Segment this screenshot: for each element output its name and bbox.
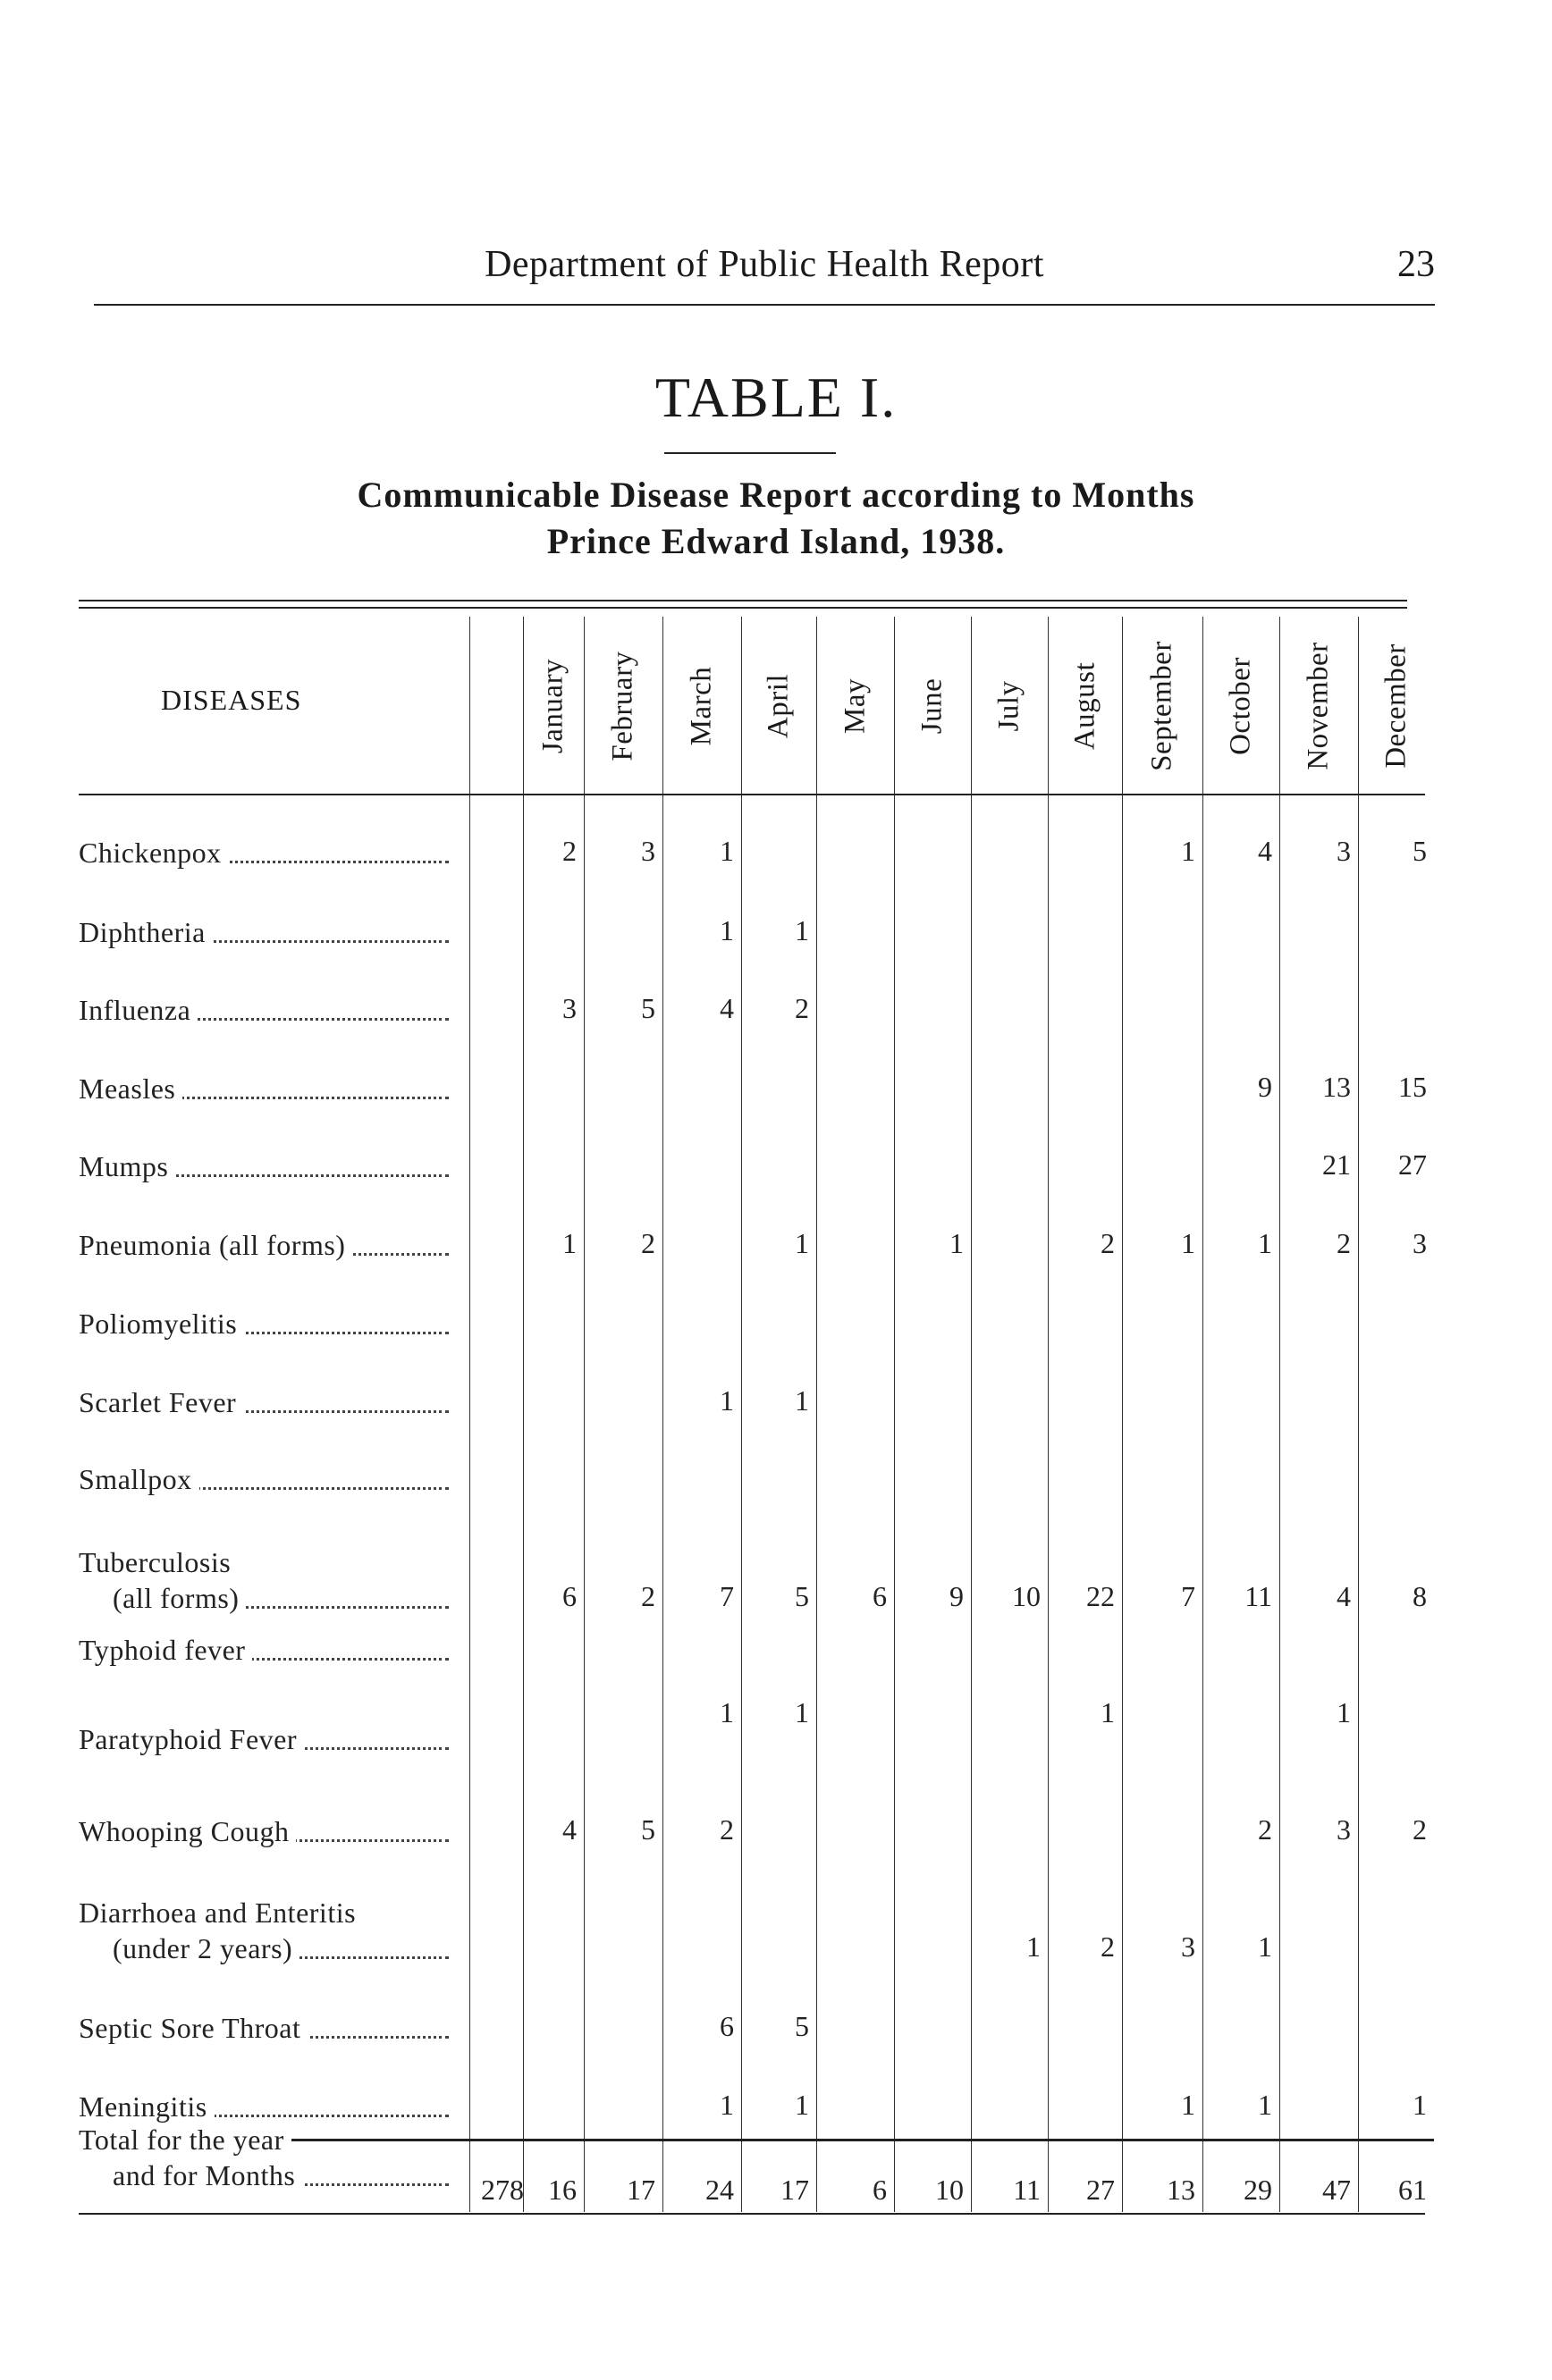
month-label: April (762, 673, 795, 739)
row-poliomyelitis-label (79, 1306, 454, 1341)
cell-august: 2 (1101, 1227, 1115, 1259)
column-divider (469, 617, 470, 2212)
row-total-label (79, 2122, 454, 2193)
month-label: May (839, 678, 871, 734)
month-header-july (971, 626, 1048, 786)
row-measles-label (79, 1071, 454, 1106)
month-label: March (685, 666, 718, 746)
row-label-text: Total for the year (79, 2123, 291, 2156)
table-top-rule-inner (79, 607, 1407, 609)
cell-april: 5 (795, 1580, 809, 1612)
row-label-text: Mumps (79, 1150, 175, 1182)
cell-november: 21 (1322, 1148, 1351, 1181)
cell-october: 1 (1258, 1930, 1272, 1963)
cell-april: 5 (795, 2010, 809, 2042)
row-label-text: Paratyphoid Fever (79, 1723, 304, 1755)
cell-january: 1 (562, 1227, 577, 1259)
cell-march: 2 (720, 1813, 734, 1846)
column-divider (971, 617, 972, 2212)
cell-year-total: 278 (481, 2174, 524, 2206)
table-subtitle-location: Prince Edward Island, 1938. (546, 521, 1006, 561)
cell-october: 4 (1258, 835, 1272, 867)
cell-october: 11 (1244, 1580, 1272, 1612)
cell-january: 2 (562, 835, 577, 867)
cell-august: 22 (1086, 1580, 1115, 1612)
cell-april: 1 (795, 2089, 809, 2121)
cell-january: 6 (562, 1580, 577, 1612)
cell-december: 3 (1413, 1227, 1427, 1259)
row-mumps-label (79, 1148, 454, 1184)
row-scarlet-fever-label (79, 1384, 454, 1420)
page-number: 23 (1397, 244, 1435, 285)
row-septic-sore-throat-label (79, 2010, 454, 2046)
month-label: June (915, 677, 949, 735)
cell-july: 10 (1012, 1580, 1041, 1612)
column-divider (816, 617, 817, 2212)
cell-may: 6 (873, 1580, 887, 1612)
cell-february: 2 (641, 1227, 655, 1259)
cell-january: 16 (548, 2174, 577, 2206)
diseases-column-header: DISEASES (161, 684, 302, 716)
cell-september: 13 (1167, 2174, 1195, 2206)
month-header-april (740, 626, 817, 786)
cell-march: 7 (720, 1580, 734, 1612)
cell-march: 24 (705, 2174, 734, 2206)
cell-november: 3 (1337, 835, 1351, 867)
cell-november: 13 (1322, 1071, 1351, 1103)
month-label: July (992, 680, 1025, 732)
cell-june: 10 (935, 2174, 964, 2206)
column-divider (1202, 617, 1203, 2212)
header-divider (94, 304, 1435, 306)
month-label: August (1068, 661, 1101, 751)
row-influenza-label (79, 992, 454, 1028)
cell-september: 1 (1181, 2089, 1195, 2121)
cell-december: 27 (1398, 1148, 1427, 1181)
running-title: Department of Public Health Report (485, 244, 1044, 285)
cell-october: 9 (1258, 1071, 1272, 1103)
row-typhoid-fever-paratyphoid-fever-label (79, 1632, 454, 1757)
row-label-text: Septic Sore Throat (79, 2012, 308, 2044)
month-label: September (1145, 641, 1178, 771)
cell-august: 1 (1101, 1696, 1115, 1728)
cell-october: 29 (1244, 2174, 1272, 2206)
cell-december: 5 (1413, 835, 1427, 867)
row-label-text: Influenza (79, 994, 198, 1026)
cell-december: 8 (1413, 1580, 1427, 1612)
month-header-june (894, 626, 971, 786)
cell-february: 2 (641, 1580, 655, 1612)
cell-april: 1 (795, 1696, 809, 1728)
month-header-september (1124, 626, 1201, 786)
cell-march: 1 (720, 914, 734, 946)
row-label-text: Poliomyelitis (79, 1308, 244, 1340)
cell-march: 1 (720, 1696, 734, 1728)
month-header-december (1358, 626, 1435, 786)
cell-june: 9 (949, 1580, 964, 1612)
cell-june: 1 (949, 1227, 964, 1259)
cell-february: 17 (627, 2174, 655, 2206)
header-rule (79, 794, 1425, 795)
row-label-text: Diarrhoea and Enteritis (79, 1896, 363, 1929)
cell-february: 5 (641, 992, 655, 1024)
column-divider (584, 617, 585, 2212)
cell-march: 1 (720, 1384, 734, 1417)
table-top-rule (79, 600, 1407, 601)
cell-august: 2 (1101, 1930, 1115, 1963)
cell-september: 7 (1181, 1580, 1195, 1612)
row-label-text: Typhoid fever (79, 1634, 252, 1666)
row-diphtheria-label (79, 914, 454, 950)
month-label: December (1379, 643, 1412, 769)
cell-january: 3 (562, 992, 577, 1024)
column-divider (1279, 617, 1280, 2212)
row-pneumonia-all-forms-label (79, 1227, 454, 1263)
cell-september: 1 (1181, 835, 1195, 867)
running-head (94, 243, 1435, 297)
cell-february: 3 (641, 835, 655, 867)
month-header-january (515, 626, 592, 786)
month-header-august (1047, 626, 1124, 786)
row-label-text: (under 2 years) (79, 1932, 299, 1964)
row-whooping-cough-label (79, 1813, 454, 1849)
month-header-november (1280, 626, 1357, 786)
cell-may: 6 (873, 2174, 887, 2206)
month-header-march (663, 626, 740, 786)
row-label-text: Smallpox (79, 1463, 199, 1495)
column-divider (894, 617, 895, 2212)
column-divider (1122, 617, 1123, 2212)
cell-march: 4 (720, 992, 734, 1024)
row-diarrhoea-and-enteritis-under-2-years-label (79, 1895, 454, 1966)
cell-october: 1 (1258, 1227, 1272, 1259)
row-chickenpox-label (79, 835, 454, 870)
cell-november: 47 (1322, 2174, 1351, 2206)
month-header-may (817, 626, 894, 786)
row-label-text: Whooping Cough (79, 1815, 296, 1847)
cell-november: 3 (1337, 1813, 1351, 1846)
month-label: October (1224, 657, 1257, 755)
cell-april: 1 (795, 1384, 809, 1417)
row-label-text: and for Months (79, 2159, 302, 2191)
cell-april: 1 (795, 914, 809, 946)
row-meningitis-label (79, 2089, 454, 2124)
cell-march: 1 (720, 2089, 734, 2121)
month-label: February (606, 651, 639, 761)
month-header-october (1202, 626, 1279, 786)
row-label-text: Measles (79, 1072, 182, 1105)
row-label-text: Scarlet Fever (79, 1386, 243, 1418)
row-label-text: Meningitis (79, 2090, 215, 2123)
cell-february: 5 (641, 1813, 655, 1846)
cell-january: 4 (562, 1813, 577, 1846)
cell-october: 1 (1258, 2089, 1272, 2121)
cell-november: 2 (1337, 1227, 1351, 1259)
cell-december: 61 (1398, 2174, 1427, 2206)
cell-october: 2 (1258, 1813, 1272, 1846)
cell-march: 6 (720, 2010, 734, 2042)
cell-september: 3 (1181, 1930, 1195, 1963)
month-label: January (536, 658, 569, 754)
cell-july: 1 (1026, 1930, 1041, 1963)
row-label-text: Diphtheria (79, 916, 213, 948)
cell-april: 2 (795, 992, 809, 1024)
row-label-text (79, 1669, 86, 1702)
cell-august: 27 (1086, 2174, 1115, 2206)
month-label: November (1302, 642, 1335, 770)
month-header-february (585, 626, 662, 786)
column-divider (1048, 617, 1049, 2212)
cell-july: 11 (1013, 2174, 1041, 2206)
row-label-text: Pneumonia (all forms) (79, 1229, 352, 1261)
cell-november: 1 (1337, 1696, 1351, 1728)
row-label-text: Chickenpox (79, 837, 229, 869)
cell-december: 2 (1413, 1813, 1427, 1846)
table-bottom-rule (79, 2213, 1425, 2215)
row-tuberculosis-all-forms-label (79, 1544, 454, 1616)
cell-december: 15 (1398, 1071, 1427, 1103)
row-label-text: (all forms) (79, 1582, 246, 1614)
cell-november: 4 (1337, 1580, 1351, 1612)
cell-april: 17 (780, 2174, 809, 2206)
column-divider (662, 617, 663, 2212)
table-title: TABLE I. (654, 366, 898, 429)
cell-march: 1 (720, 835, 734, 867)
title-underline (664, 452, 836, 454)
row-smallpox-label (79, 1461, 454, 1497)
cell-april: 1 (795, 1227, 809, 1259)
cell-september: 1 (1181, 1227, 1195, 1259)
row-label-text: Tuberculosis (79, 1546, 238, 1578)
cell-december: 1 (1413, 2089, 1427, 2121)
table-subtitle: Communicable Disease Report according to Months (357, 475, 1195, 515)
